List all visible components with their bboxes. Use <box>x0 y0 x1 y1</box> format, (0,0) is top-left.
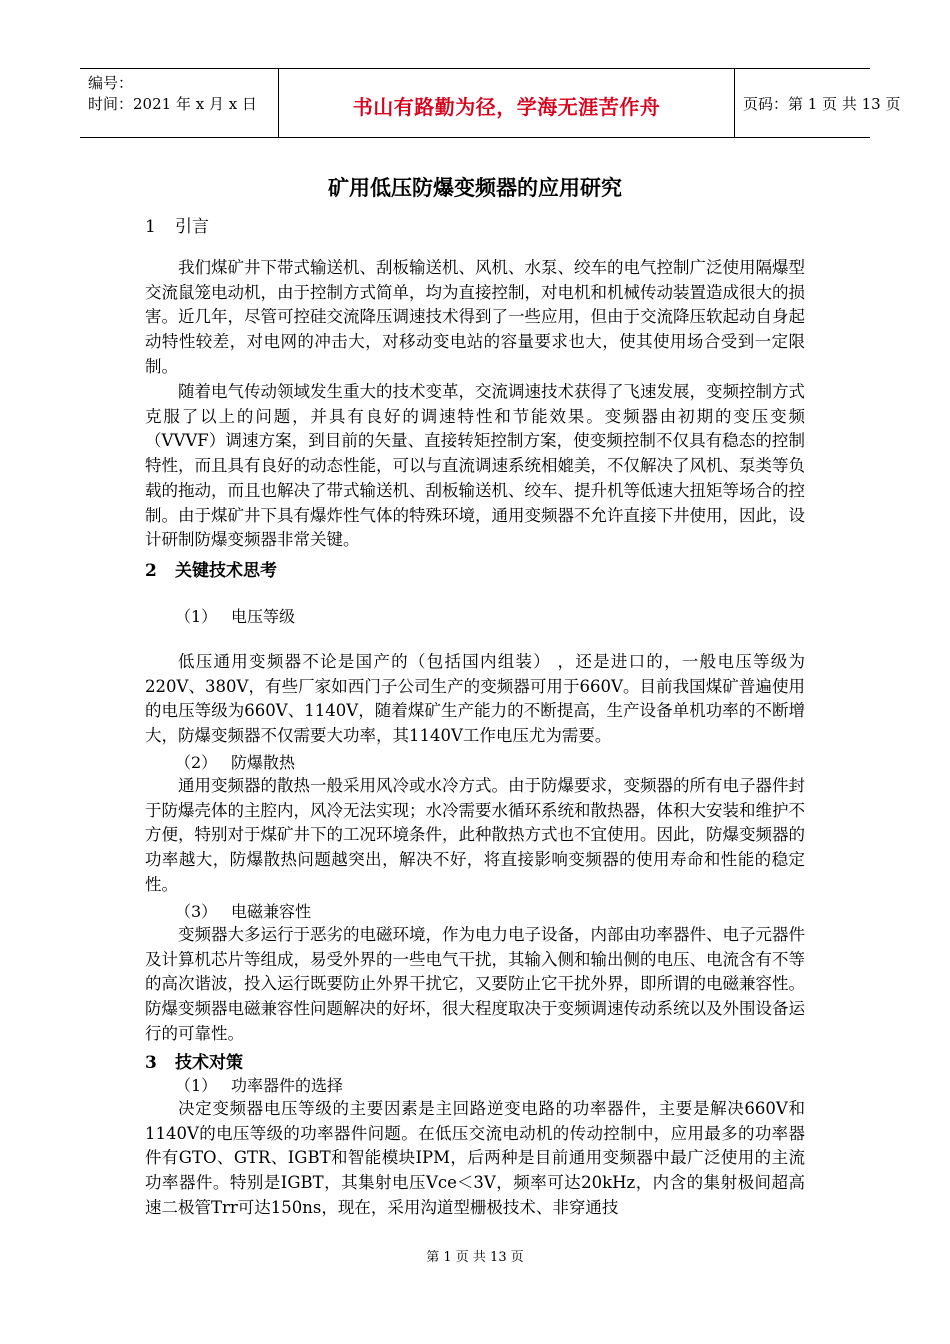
document-date-label: 时间：2021 年 x 月 x 日 <box>88 95 257 113</box>
paragraph-intro-2: 随着电气传动领域发生重大的技术变革，交流调速技术获得了飞速发展，变频控制方式克服了以上的问题，并具有良好的调速特性和节能效果。变频器由初期的变压变频（VVVF）调速方案，到目前的矢量、直接转矩控制方案，使变频控制不仅具有稳态的控制特性，而且具有良好的动态性能，可以与直流调速系统相媲美，不仅解决了风机、泵类等负载的拖动，而且也解决了带式输送机、刮板输送机、绞车、提升机等低速大扭矩等场合的控制。由于煤矿井下具有爆炸性气体的特殊环境，通用变频器不允许直接下井使用，因此，设计研制防爆变频器非常关键。 <box>145 382 805 550</box>
section-title: 技术对策 <box>175 1053 243 1073</box>
document-number-label: 编号： <box>88 74 134 92</box>
section-heading-1 <box>145 212 209 237</box>
paragraph-cooling: 通用变频器的散热一般采用风冷或水冷方式。由于防爆要求，变频器的所有电子器件封于防爆壳体的主腔内，风冷无法实现；水冷需要水循环系统和散热器，体积大安装和维护不方便，特别对于煤矿井下的工况环境条件，此种散热方式也不宜使用。因此，防爆变频器的功率越大，防爆散热问题越突出，解决不好，将直接影响变频器的使用寿命和性能的稳定性。 <box>145 776 805 894</box>
subsection-title: 功率器件的选择 <box>231 1076 344 1095</box>
section-number: 2 <box>145 561 157 581</box>
header-motto-cell <box>279 69 735 137</box>
section-title: 引言 <box>175 217 209 237</box>
page-number-label: 页码：第 1 页 共 13 页 <box>743 95 901 113</box>
subsection-number: （2） <box>175 753 218 772</box>
paragraph-voltage: 低压通用变频器不论是国产的（包括国内组装） ，还是进口的，一般电压等级为220V、380V，有些厂家如西门子公司生产的变频器可用于660V。目前我国煤矿普遍使用的电压等级为660V、1140V，随着煤矿生产能力的不断提高，生产设备单机功率的不断增大，防爆变频器不仅需要大功率，其1140V工作电压尤为需要。 <box>145 652 805 746</box>
subsection-heading-power-device <box>175 1073 343 1096</box>
section-heading-2 <box>145 556 277 581</box>
section-title: 关键技术思考 <box>175 561 277 581</box>
motto-text: 书山有路勤为径，学海无涯苦作舟 <box>352 95 661 119</box>
section-heading-3 <box>145 1048 243 1073</box>
subsection-number: （1） <box>175 1076 218 1095</box>
subsection-heading-cooling <box>175 750 295 773</box>
page-footer: 第 1 页 共 13 页 <box>426 1250 524 1265</box>
subsection-heading-emc <box>175 899 311 922</box>
section-number: 1 <box>145 217 156 237</box>
subsection-number: （1） <box>175 607 218 626</box>
document-title: 矿用低压防爆变频器的应用研究 <box>328 175 622 200</box>
subsection-title: 电磁兼容性 <box>231 902 312 921</box>
paragraph-emc: 变频器大多运行于恶劣的电磁环境，作为电力电子设备，内部由功率器件、电子元器件及计算机芯片等组成，易受外界的一些电气干扰，其输入侧和输出侧的电压、电流含有不等的高次谐波，投入运行既要防止外界干扰它，又要防止它干扰外界，即所谓的电磁兼容性。防爆变频器电磁兼容性问题解决的好坏，很大程度取决于变频调速传动系统以及外围设备运行的可靠性。 <box>145 925 805 1043</box>
header-page-cell <box>735 69 901 137</box>
subsection-title: 电压等级 <box>231 607 296 626</box>
paragraph-intro-1: 我们煤矿井下带式输送机、刮板输送机、风机、水泵、绞车的电气控制广泛使用隔爆型交流鼠笼电动机，由于控制方式简单，均为直接控制，对电机和机械传动装置造成很大的损害。近几年，尽管可控硅交流降压调速技术得到了一些应用，但由于交流降压软起动自身起动特性较差，对电网的冲击大，对移动变电站的容量要求也大，使其使用场合受到一定限制。 <box>145 258 805 376</box>
paragraph-power-device: 决定变频器电压等级的主要因素是主回路逆变电路的功率器件，主要是解决660V和1140V的电压等级的功率器件问题。在低压交流电动机的传动控制中，应用最多的功率器件有GTO、GTR、IGBT和智能模块IPM，后两种是目前通用变频器中最广泛使用的主流功率器件。特别是IGBT，其集射电压Vce＜3V，频率可达20kHz，内含的集射极间超高速二极管Trr可达150ns，现在，采用沟道型栅极技术、非穿通技 <box>145 1099 805 1217</box>
subsection-title: 防爆散热 <box>231 753 296 772</box>
page-header <box>80 68 901 138</box>
subsection-number: （3） <box>175 902 218 921</box>
header-info-cell <box>80 69 279 137</box>
section-number: 3 <box>145 1053 157 1073</box>
subsection-heading-voltage <box>175 604 295 627</box>
